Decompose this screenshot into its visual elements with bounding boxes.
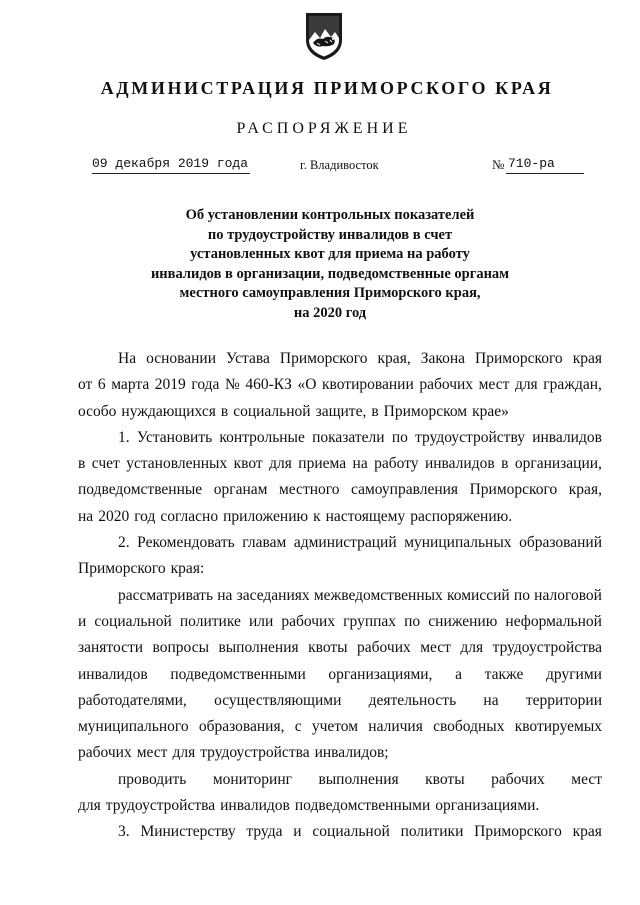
body-word: 2019: [154, 376, 186, 394]
body-line: [78, 556, 602, 582]
body-line: [78, 740, 602, 766]
body-word: подведомственные: [78, 481, 203, 499]
body-word: для: [460, 639, 484, 657]
body-word: самоуправления: [351, 481, 459, 499]
body-word: квотировании: [322, 376, 414, 394]
body-line: [78, 530, 602, 556]
body-word: основании: [146, 350, 217, 367]
body-word: в: [220, 402, 229, 420]
document-heading: [120, 206, 540, 323]
body-word: также: [484, 665, 524, 683]
body-word: Приморского: [475, 350, 563, 367]
body-word: по: [391, 428, 408, 446]
coat-of-arms-icon: [303, 10, 345, 62]
document-meta: [0, 156, 640, 178]
number-sign: №: [492, 157, 505, 172]
body-word: крае»: [472, 402, 509, 420]
body-word: снижению: [428, 612, 498, 630]
body-word: по: [513, 586, 530, 604]
body-word: на: [78, 507, 94, 525]
body-word: неформальной: [505, 612, 602, 630]
document-body: [78, 346, 602, 846]
body-word: Приморского: [279, 350, 368, 367]
body-word: приема: [298, 455, 347, 473]
heading-line: местного самоуправления Приморского края,: [179, 285, 481, 301]
body-word: настоящему: [325, 507, 406, 525]
body-word: главам: [242, 534, 287, 552]
body-word: к: [313, 507, 321, 525]
body-word: социальной: [94, 612, 172, 630]
body-word: Приморском: [383, 402, 468, 420]
body-word: края,: [568, 481, 602, 499]
body-word: в: [78, 455, 86, 473]
body-word: 1.: [118, 428, 130, 446]
body-word: другими: [546, 665, 602, 683]
body-line: [78, 346, 602, 372]
body-word: работу: [374, 455, 419, 473]
body-line: [78, 425, 602, 451]
body-word: местного: [278, 481, 340, 499]
heading-line: Об установлении контрольных показателей: [185, 207, 475, 223]
body-word: с: [294, 718, 302, 736]
body-word: мест: [571, 770, 602, 788]
body-word: Устава: [226, 350, 270, 367]
body-word: нуждающихся: [121, 402, 216, 420]
body-word: мест: [478, 376, 510, 394]
document-date: 09 декабря 2019 года: [92, 156, 249, 171]
body-word: подведомственными: [170, 665, 306, 683]
body-word: Приморского: [78, 560, 166, 578]
date-underline: [92, 173, 250, 174]
body-line: [78, 583, 602, 609]
body-line: [78, 399, 602, 425]
body-line: [78, 504, 602, 530]
body-word: квоты: [308, 639, 348, 657]
body-word: квоты: [425, 770, 465, 788]
document-type: РАСПОРЯЖЕНИЕ: [236, 120, 412, 137]
body-word: наличия: [368, 718, 423, 736]
document-city: г. Владивосток: [300, 158, 379, 172]
body-word: или: [248, 612, 274, 630]
number-underline: [506, 173, 584, 174]
body-line: [78, 819, 602, 845]
body-word: рабочих: [491, 770, 545, 788]
body-word: Приморского: [469, 481, 558, 499]
body-word: распоряжению.: [410, 507, 513, 525]
body-word: муниципальных: [404, 534, 512, 552]
body-word: образований: [519, 534, 602, 552]
body-word: деятельность: [368, 691, 457, 709]
body-line: [78, 451, 602, 477]
body-word: края: [572, 350, 602, 367]
body-word: установленных: [126, 455, 228, 473]
body-line: [78, 477, 602, 503]
body-line: [78, 688, 602, 714]
body-word: год: [134, 507, 156, 525]
body-word: На: [118, 350, 137, 367]
body-word: в: [501, 455, 509, 473]
body-word: группах: [343, 612, 397, 630]
body-word: приложению: [223, 507, 309, 525]
body-word: края:: [170, 560, 205, 578]
body-word: для: [269, 455, 292, 473]
body-line: [78, 609, 602, 635]
body-word: края: [572, 823, 602, 841]
body-word: социальной: [312, 823, 390, 841]
body-word: политике: [179, 612, 241, 630]
body-word: налоговой: [534, 586, 602, 604]
body-word: трудоустройства: [200, 744, 310, 762]
body-word: трудоустройства: [105, 797, 216, 815]
body-word: выполнения: [318, 770, 399, 788]
body-word: согласно: [160, 507, 219, 525]
body-word: мест: [420, 639, 451, 657]
body-word: мест: [136, 744, 168, 762]
body-word: показатели: [312, 428, 385, 446]
body-word: Приморского: [474, 823, 562, 841]
body-word: №: [225, 376, 240, 394]
body-word: Рекомендовать: [137, 534, 235, 552]
body-word: осуществляющими: [214, 691, 342, 709]
body-word: и: [78, 612, 87, 630]
body-word: особо: [78, 402, 117, 420]
body-word: по: [404, 612, 421, 630]
body-word: рассматривать: [118, 586, 214, 604]
body-line: [78, 372, 602, 398]
body-word: трудоустройству: [415, 428, 525, 446]
body-word: года: [191, 376, 220, 394]
body-word: 3.: [118, 823, 130, 841]
body-word: организациями,: [328, 665, 433, 683]
body-word: мониторинг: [212, 770, 292, 788]
body-word: на: [352, 455, 368, 473]
body-word: рабочих: [78, 744, 132, 762]
body-word: счет: [91, 455, 120, 473]
body-word: инвалидов;: [314, 744, 389, 762]
body-line: [78, 662, 602, 688]
body-word: образования,: [198, 718, 285, 736]
heading-line: установленных квот для приема на работу: [190, 246, 470, 262]
body-word: администраций: [293, 534, 397, 552]
body-word: комиссий: [447, 586, 510, 604]
body-word: подведомственными: [294, 797, 431, 815]
body-word: Министерству: [140, 823, 236, 841]
body-word: политики: [400, 823, 464, 841]
body-word: территории: [525, 691, 602, 709]
body-word: свободных: [433, 718, 505, 736]
body-word: организациями.: [435, 797, 540, 815]
heading-line: по трудоустройству инвалидов в счет: [207, 226, 453, 243]
body-word: защите,: [315, 402, 367, 420]
body-word: рабочих: [281, 612, 336, 630]
body-word: инвалидов: [532, 428, 602, 446]
body-word: рабочих: [419, 376, 474, 394]
body-word: проводить: [118, 770, 187, 788]
body-word: социальной: [233, 402, 311, 420]
body-word: 6: [97, 376, 106, 394]
body-word: в: [371, 402, 379, 420]
body-word: 2020: [98, 507, 130, 525]
body-word: «О: [297, 376, 317, 394]
body-word: работодателями,: [78, 691, 187, 709]
body-word: инвалидов: [78, 665, 148, 683]
body-word: для: [78, 797, 101, 815]
body-word: органам: [213, 481, 268, 499]
body-word: на: [217, 586, 233, 604]
body-word: граждан,: [543, 376, 602, 394]
body-word: вопросы: [152, 639, 209, 657]
body-word: на: [483, 691, 499, 709]
body-line: [78, 635, 602, 661]
body-word: инвалидов: [424, 455, 495, 473]
body-word: Установить: [136, 428, 213, 446]
body-word: занятости: [78, 639, 144, 657]
body-word: учетом: [311, 718, 359, 736]
organization-title: АДМИНИСТРАЦИЯ ПРИМОРСКОГО КРАЯ: [100, 78, 554, 98]
body-line: [78, 714, 602, 740]
body-word: организации,: [514, 455, 602, 473]
document-number: 710-ра: [508, 156, 555, 171]
body-word: трудоустройства: [492, 639, 602, 657]
body-word: 2.: [118, 534, 130, 552]
body-word: марта: [111, 376, 150, 394]
body-word: квот: [233, 455, 263, 473]
body-word: контрольные: [219, 428, 305, 446]
body-line: [78, 767, 602, 793]
body-word: для: [172, 744, 196, 762]
body-word: квотируемых: [514, 718, 602, 736]
body-word: межведомственных: [313, 586, 443, 604]
body-word: инвалидов: [220, 797, 290, 815]
body-word: 460-КЗ: [245, 376, 292, 394]
body-word: заседаниях: [236, 586, 310, 604]
heading-line: на 2020 год: [293, 304, 367, 321]
heading-line: инвалидов в организации, подведомственные органам: [150, 265, 510, 282]
body-word: Закона: [420, 350, 466, 367]
body-line: [78, 793, 602, 819]
body-word: и: [293, 823, 302, 841]
body-word: выполнения: [218, 639, 299, 657]
body-word: рабочих: [357, 639, 411, 657]
body-word: муниципального: [78, 718, 189, 736]
body-word: а: [455, 665, 462, 683]
body-word: края,: [377, 350, 411, 367]
body-word: труда: [246, 823, 283, 841]
body-word: от: [78, 376, 93, 394]
body-word: для: [514, 376, 538, 394]
